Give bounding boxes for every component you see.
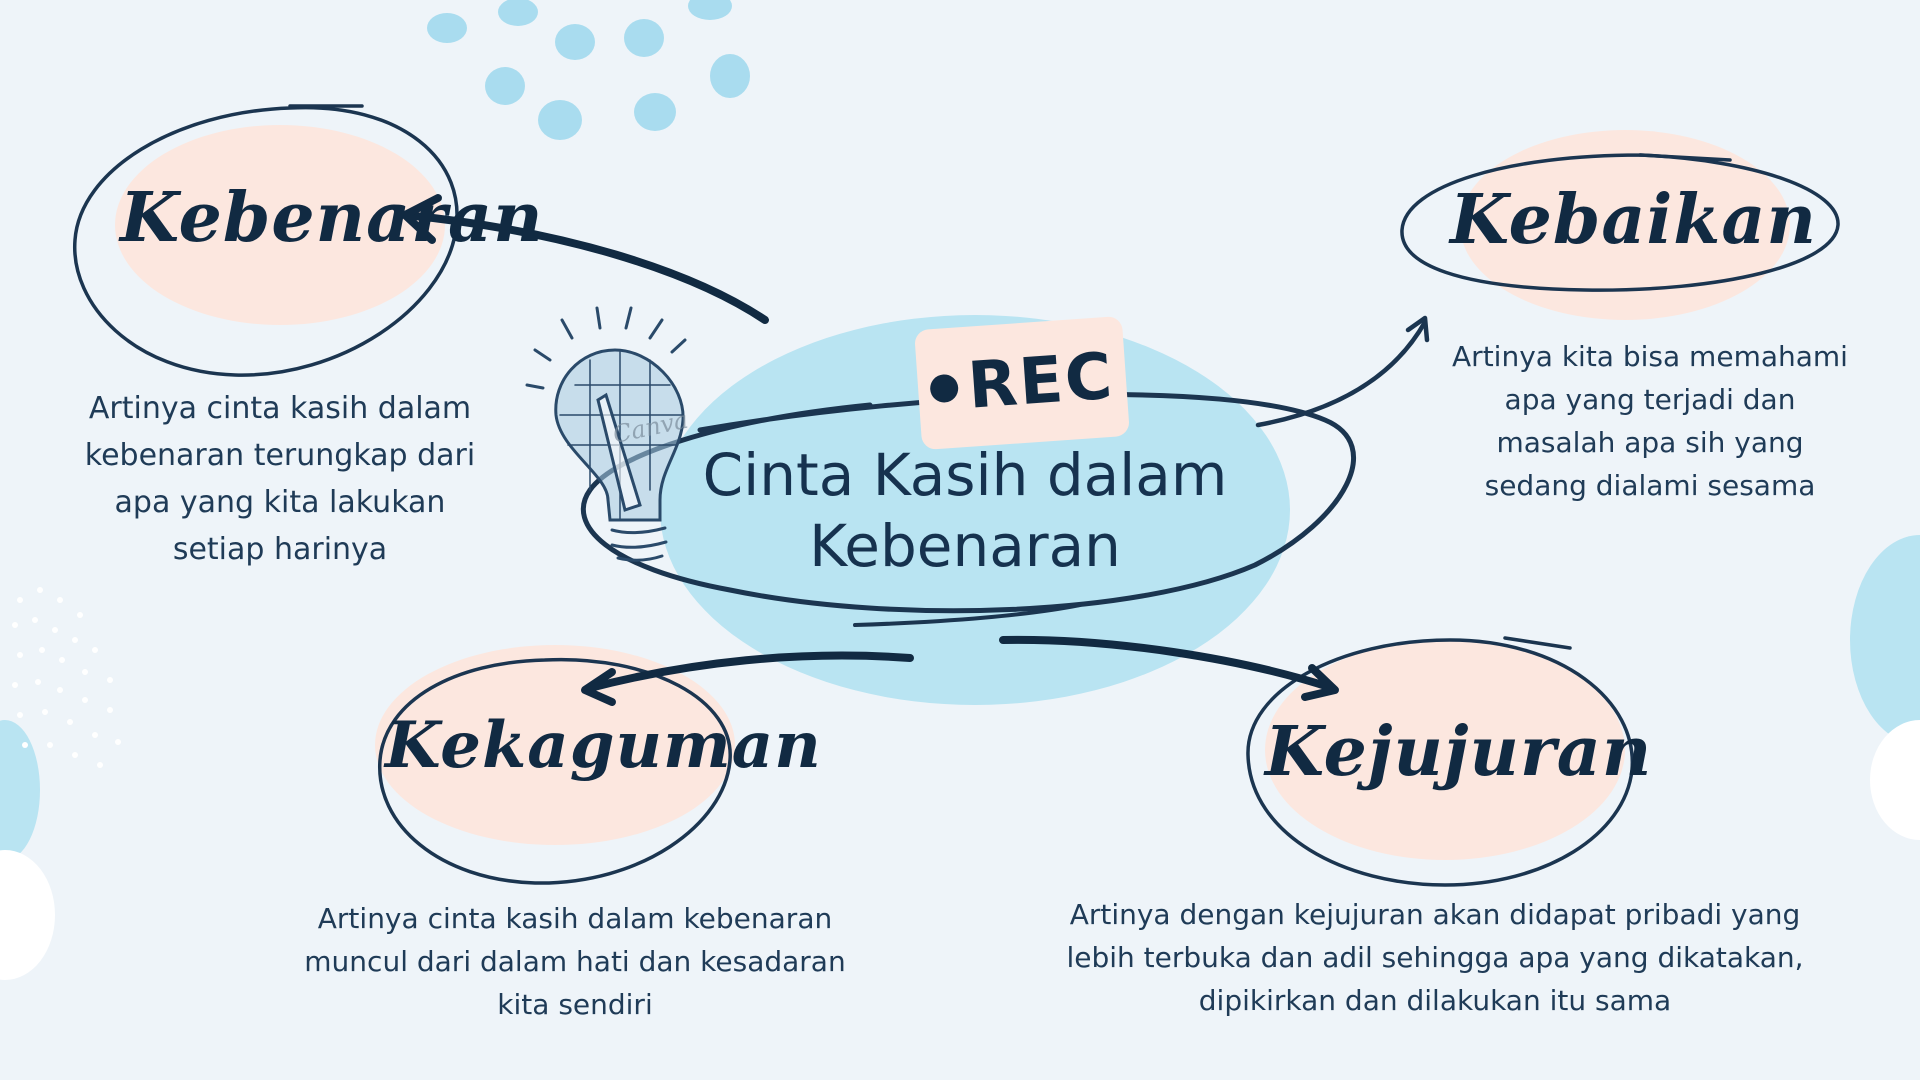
- description-kekaguman-line: kita sendiri: [497, 988, 653, 1021]
- description-kebaikan-line: masalah apa sih yang: [1496, 426, 1804, 459]
- description-kejujuran-line: Artinya dengan kejujuran akan didapat pribadi yang: [1069, 898, 1801, 931]
- description-kebaikan-line: sedang dialami sesama: [1484, 469, 1816, 502]
- description-kejujuran: [1010, 893, 1860, 1022]
- topic-title-kekaguman: Kekaguman: [385, 708, 822, 783]
- topic-title-kebaikan: Kebaikan: [1450, 180, 1817, 260]
- description-kebenaran-line: apa yang kita lakukan: [114, 485, 446, 520]
- center-title: [640, 440, 1290, 582]
- topic-title-kejujuran: Kejujuran: [1265, 712, 1653, 792]
- canva-watermark: Canva: [610, 405, 691, 449]
- description-kebenaran-line: setiap harinya: [172, 532, 388, 567]
- rec-dot-icon: [929, 373, 959, 403]
- rec-badge-content: [914, 316, 1130, 450]
- center-title-line1: Cinta Kasih dalam: [702, 441, 1228, 509]
- rec-badge: [914, 316, 1130, 450]
- description-kebenaran-line: Artinya cinta kasih dalam: [88, 391, 472, 426]
- description-kejujuran-line: dipikirkan dan dilakukan itu sama: [1198, 984, 1672, 1017]
- description-kebaikan: [1410, 335, 1890, 507]
- description-kebaikan-line: Artinya kita bisa memahami: [1452, 340, 1848, 373]
- topic-title-kebenaran: Kebenaran: [120, 178, 544, 258]
- description-kekaguman-line: muncul dari dalam hati dan kesadaran: [304, 945, 846, 978]
- description-kekaguman: [255, 897, 895, 1026]
- description-kebenaran: [40, 385, 520, 573]
- rec-label: REC: [965, 339, 1117, 424]
- description-kebaikan-line: apa yang terjadi dan: [1504, 383, 1796, 416]
- decorative-dots: [427, 0, 750, 140]
- description-kekaguman-line: Artinya cinta kasih dalam kebenaran: [317, 902, 833, 935]
- center-title-line2: Kebenaran: [809, 511, 1121, 580]
- description-kejujuran-line: lebih terbuka dan adil sehingga apa yang dikatakan,: [1066, 941, 1804, 974]
- description-kebenaran-line: kebenaran terungkap dari: [84, 438, 476, 473]
